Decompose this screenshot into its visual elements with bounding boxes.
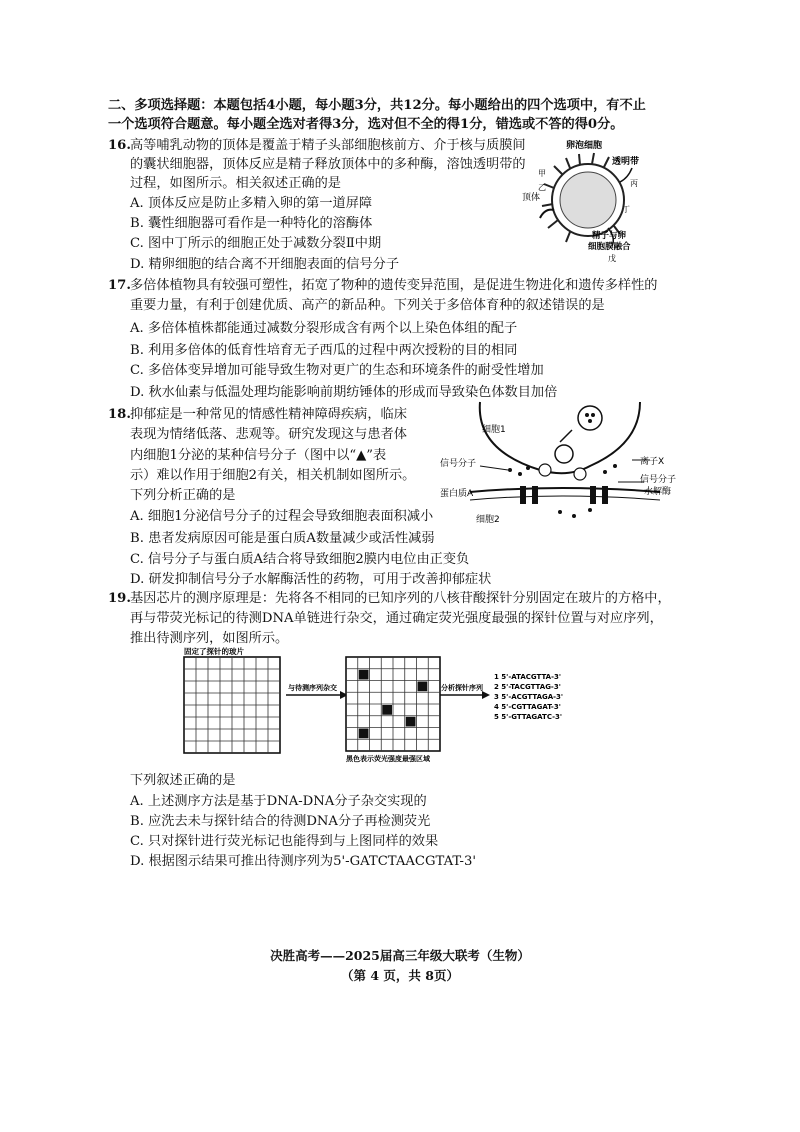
label-signal: 信号分子: [440, 459, 477, 469]
label-wu: 戊: [608, 254, 616, 263]
question-17-option-a: A. 多倍体植株都能通过减数分裂形成含有两个以上染色体组的配子: [130, 321, 518, 336]
sequence-4: 4 5'-CGTTAGAT-3': [494, 703, 561, 711]
fluorescent-cell: [382, 705, 392, 715]
label-protein-a: 蛋白质A: [440, 489, 474, 499]
question-16-stem-line3: 过程，如图所示。相关叙述正确的是: [130, 176, 341, 191]
question-16-option-c: C. 图中丁所示的细胞正处于减数分裂Ⅱ中期: [130, 236, 382, 251]
label-follicle: 卵泡细胞: [566, 141, 603, 151]
fluorescent-cell: [359, 729, 369, 739]
question-17-number: 17.: [108, 278, 131, 293]
chip-title: 固定了探针的玻片: [184, 647, 244, 656]
label-jia: 甲: [538, 169, 546, 178]
question-18-stem-line5: 下列分析正确的是: [130, 488, 236, 503]
question-19-option-d: D. 根据图示结果可推出待测序列为5'-GATCTAACGTAT-3': [130, 854, 476, 869]
synapse-figure: [440, 400, 680, 530]
label-fusion-2: 细胞膜融合: [588, 242, 631, 252]
label-yi: 乙: [538, 183, 546, 192]
question-16-stem-line1: 高等哺乳动物的顶体是覆盖于精子头部细胞核前方、介于核与质膜间: [130, 138, 526, 153]
footer-page-number: （第 4 页，共 8页）: [341, 968, 459, 983]
label-hydrolase-1: 信号分子: [640, 475, 677, 485]
question-16-number: 16.: [108, 138, 131, 153]
arrow-hybridize-label: 与待测序列杂交: [288, 684, 337, 692]
question-17-option-c: C. 多倍体变异增加可能导致生物对更广的生态和环境条件的耐受性增加: [130, 363, 544, 378]
label-cell1: 细胞1: [482, 425, 506, 435]
fluorescent-cell: [418, 682, 428, 692]
sequence-1: 1 5'-ATACGTTA-3': [494, 673, 562, 681]
sequence-3: 3 5'-ACGTTAGA-3': [494, 693, 564, 701]
fluorescent-cell: [359, 670, 369, 680]
section-heading-line2: 一个选项符合题意。每小题全选对者得3分，选对但不全的得1分，错选或不答的得0分。: [108, 117, 624, 132]
question-19-option-c: C. 只对探针进行荧光标记也能得到与上图同样的效果: [130, 834, 439, 849]
question-18-stem-line1: 抑郁症是一种常见的情感性精神障碍疾病，临床: [130, 407, 407, 422]
gene-chip-figure: [180, 645, 580, 770]
fluorescent-cell: [406, 717, 416, 727]
question-19-number: 19.: [108, 591, 131, 606]
question-17-option-d: D. 秋水仙素与低温处理均能影响前期纺锤体的形成而导致染色体数目加倍: [130, 385, 558, 400]
sequence-5: 5 5'-GTTAGATC-3': [494, 713, 563, 721]
question-17-stem-line1: 多倍体植物具有较强可塑性，拓宽了物种的遗传变异范围，是促进生物进化和遗传多样性的: [130, 278, 658, 293]
label-cell2: 细胞2: [476, 515, 500, 525]
question-19-stem-line3: 推出待测序列，如图所示。: [130, 631, 289, 646]
question-19-option-b: B. 应洗去未与探针结合的待测DNA分子再检测荧光: [130, 814, 431, 829]
grid2-caption: 黑色表示荧光强度最强区域: [346, 755, 430, 763]
question-16-option-a: A. 顶体反应是防止多精入卵的第一道屏障: [130, 196, 373, 211]
question-18-option-d: D. 研发抑制信号分子水解酶活性的药物，可用于改善抑郁症状: [130, 572, 492, 587]
question-16-option-b: B. 囊性细胞器可看作是一种特化的溶酶体: [130, 216, 373, 231]
label-ding: 丁: [622, 205, 630, 214]
question-16-stem-line2: 的囊状细胞器，顶体反应是精子释放顶体中的多种酶，溶蚀透明带的: [130, 157, 526, 172]
probe-grid-after: [346, 657, 440, 751]
label-bing: 丙: [630, 179, 638, 188]
question-19-tail: 下列叙述正确的是: [130, 773, 236, 788]
question-18-stem-line2: 表现为情绪低落、悲观等。研究发现这与患者体: [130, 427, 407, 442]
label-acrosome: 顶体: [522, 193, 541, 203]
question-18-option-b: B. 患者发病原因可能是蛋白质A数量减少或活性减弱: [130, 531, 435, 546]
question-18-stem-line3: 内细胞1分泌的某种信号分子（图中以“▲”表: [130, 448, 387, 463]
probe-grid-before: [184, 657, 280, 753]
question-18-number: 18.: [108, 407, 131, 422]
question-19-stem-line2: 再与带荧光标记的待测DNA单链进行杂交，通过确定荧光强度最强的探针位置与对应序列，: [130, 611, 663, 626]
arrow-analyze-label: 分析探针序列: [441, 684, 483, 692]
label-hydrolase-2: 水解酶: [644, 487, 672, 497]
question-18-option-c: C. 信号分子与蛋白质A结合将导致细胞2膜内电位由正变负: [130, 552, 470, 567]
question-16-option-d: D. 精卵细胞的结合离不开细胞表面的信号分子: [130, 257, 400, 272]
question-18-option-a: A. 细胞1分泌信号分子的过程会导致细胞表面积减小: [130, 509, 434, 524]
question-17-stem-line2: 重要力量，有利于创建优质、高产的新品种。下列关于多倍体育种的叙述错误的是: [130, 298, 605, 313]
label-fusion-1: 精子与卵: [592, 231, 627, 241]
question-17-option-b: B. 利用多倍体的低育性培育无子西瓜的过程中两次授粉的目的相同: [130, 343, 518, 358]
footer-title: 决胜高考——2025届高三年级大联考（生物）: [270, 948, 530, 963]
sequence-2: 2 5'-TACGTTAG-3': [494, 683, 561, 691]
question-19-option-a: A. 上述测序方法是基于DNA-DNA分子杂交实现的: [130, 794, 427, 809]
question-19-stem-line1: 基因芯片的测序原理是：先将各不相同的已知序列的八核苷酸探针分别固定在玻片的方格中，: [130, 591, 671, 606]
question-18-stem-line4: 示）难以作用于细胞2有关，相关机制如图所示。: [130, 468, 416, 483]
label-ion-x: 离子X: [640, 457, 665, 467]
label-zona: 透明带: [612, 157, 640, 167]
section-heading-line1: 二、多项选择题：本题包括4小题，每小题3分，共12分。每小题给出的四个选项中，有不止: [108, 98, 646, 113]
acrosome-reaction-figure: [520, 138, 650, 268]
